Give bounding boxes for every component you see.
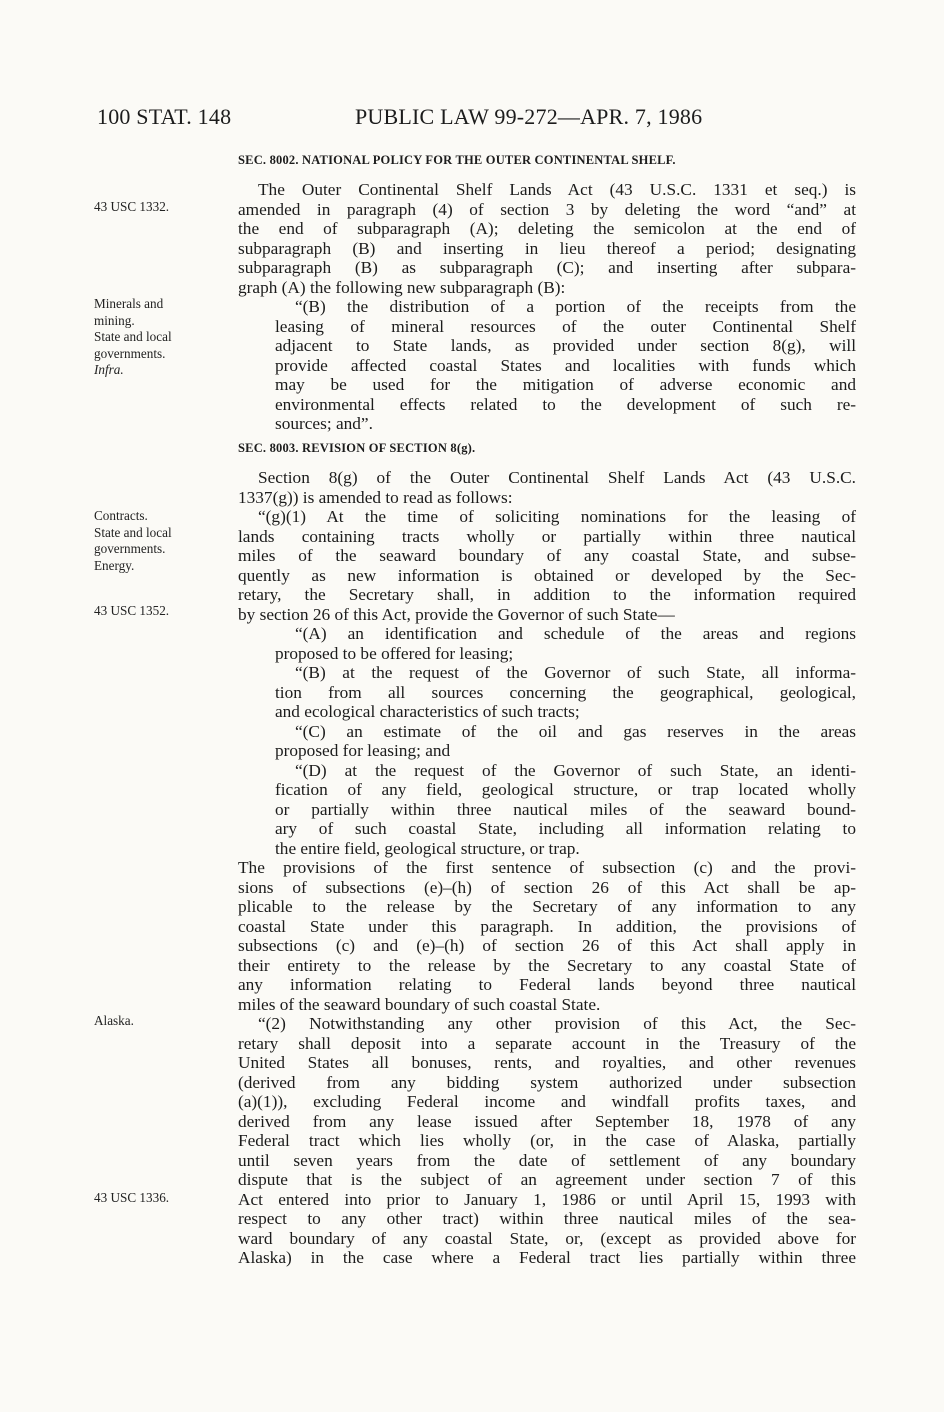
- text-line: subsections (c) and (e)–(h) of section 26 of this Act shall apply in: [238, 936, 856, 955]
- text-line: The provisions of the first sentence of subsection (c) and the provi-: [238, 858, 856, 877]
- text-line: 1337(g)) is amended to read as follows:: [238, 487, 513, 507]
- text-line: may be used for the mitigation of adverse economic and: [275, 375, 856, 394]
- page-citation: 100 STAT. 148: [97, 104, 232, 129]
- text-line: graph (A) the following new subparagraph (B):: [238, 277, 566, 297]
- text-line: respect to any other tract) within three nautical miles of the sea-: [238, 1209, 856, 1228]
- section-heading-8003: SEC. 8003. REVISION OF SECTION 8(g).: [238, 441, 476, 455]
- page-title: PUBLIC LAW 99-272—APR. 7, 1986: [355, 104, 703, 129]
- text-line: the end of subparagraph (A); deleting the semicolon at the end of: [238, 219, 856, 238]
- text-line: provide affected coastal States and localities with funds which: [275, 355, 856, 375]
- text-line: by section 26 of this Act, provide the Governor of such State—: [238, 604, 675, 624]
- text-line: and ecological characteristics of such tracts;: [275, 702, 580, 721]
- text-line: sions of subsections (e)–(h) of section 26 of this Act shall be ap-: [238, 877, 856, 897]
- text-line: “(2) Notwithstanding any other provision of this Act, the Sec-: [258, 1014, 856, 1033]
- text-line: “(B) the distribution of a portion of the receipts from the: [295, 297, 856, 316]
- text-line: subparagraph (B) and inserting in lieu thereof a period; designating: [238, 238, 856, 258]
- text-line: Act entered into prior to January 1, 1986 or until April 15, 1993 with: [238, 1189, 856, 1209]
- text-line: retary, the Secretary shall, in addition to the information required: [238, 585, 856, 604]
- text-line: (a)(1)), excluding Federal income and windfall profits taxes, and: [238, 1092, 856, 1111]
- text-line: “(A) an identification and schedule of the areas and regions: [295, 624, 856, 643]
- text-line: proposed for leasing; and: [275, 741, 451, 760]
- text-line: miles of the seaward boundary of such coastal State.: [238, 994, 601, 1014]
- margin-note-minerals: Minerals and mining. State and local governments. Infra.: [94, 296, 172, 377]
- text-line: environmental effects related to the development of such re-: [275, 394, 856, 414]
- text-line: “(D) at the request of the Governor of such State, an identi-: [295, 760, 856, 780]
- text-line: “(C) an estimate of the oil and gas reserves in the areas: [295, 721, 856, 741]
- text-line: (derived from any bidding system authorized under subsection: [238, 1072, 856, 1092]
- text-line: Federal tract which lies wholly (or, in the case of Alaska, partially: [238, 1131, 856, 1150]
- text-line: “(g)(1) At the time of soliciting nominations for the leasing of: [258, 507, 856, 526]
- section-heading-8002: SEC. 8002. NATIONAL POLICY FOR THE OUTER CONTINENTAL SHELF.: [238, 153, 676, 167]
- text-line: their entirety to the release by the Secretary to any coastal State of: [238, 955, 856, 975]
- text-line: retary shall deposit into a separate account in the Treasury of the: [238, 1033, 856, 1053]
- text-line: The Outer Continental Shelf Lands Act (43 U.S.C. 1331 et seq.) is: [258, 180, 856, 199]
- text-line: or partially within three nautical miles of the seaward bound-: [275, 799, 856, 819]
- margin-note-alaska: Alaska.: [94, 1013, 134, 1028]
- text-line: Alaska) in the case where a Federal tract lies partially within three: [238, 1248, 856, 1267]
- text-line: sources; and”.: [275, 414, 373, 433]
- text-line: fication of any field, geological structure, or trap located wholly: [275, 780, 856, 799]
- text-line: plicable to the release by the Secretary of any information to any: [238, 897, 856, 916]
- text-line: United States all bonuses, rents, and royalties, and other revenues: [238, 1053, 856, 1072]
- text-line: lands containing tracts wholly or partially within three nautical: [238, 526, 856, 546]
- text-line: amended in paragraph (4) of section 3 by deleting the word “and” at: [238, 199, 856, 219]
- text-line: leasing of mineral resources of the outer Continental Shelf: [275, 316, 856, 336]
- text-line: adjacent to State lands, as provided under section 8(g), will: [275, 336, 856, 355]
- text-line: proposed to be offered for leasing;: [275, 643, 514, 663]
- text-line: miles of the seaward boundary of any coastal State, and subse-: [238, 546, 856, 565]
- margin-note-usc-1352: 43 USC 1352.: [94, 603, 170, 618]
- text-line: tion from all sources concerning the geographical, geological,: [275, 682, 856, 702]
- text-line: dispute that is the subject of an agreement under section 7 of this: [238, 1170, 856, 1189]
- margin-note-usc-1332: 43 USC 1332.: [94, 199, 170, 214]
- text-line: derived from any lease issued after September 18, 1978 of any: [238, 1111, 856, 1131]
- text-line: quently as new information is obtained or developed by the Sec-: [238, 565, 856, 585]
- margin-note-usc-1336: 43 USC 1336.: [94, 1190, 170, 1205]
- text-line: ary of such coastal State, including all information relating to: [275, 819, 856, 838]
- text-line: until seven years from the date of settlement of any boundary: [238, 1150, 856, 1170]
- text-line: Section 8(g) of the Outer Continental Shelf Lands Act (43 U.S.C.: [258, 468, 856, 487]
- text-line: ward boundary of any coastal State, or, (except as provided above for: [238, 1228, 856, 1248]
- text-line: subparagraph (B) as subparagraph (C); and inserting after subpara-: [238, 258, 856, 277]
- margin-note-contracts: Contracts. State and local governments. Energy.: [94, 508, 172, 573]
- text-line: the entire field, geological structure, or trap.: [275, 838, 580, 858]
- text-line: coastal State under this paragraph. In addition, the provisions of: [238, 916, 856, 936]
- text-line: “(B) at the request of the Governor of such State, all informa-: [295, 663, 856, 682]
- text-line: any information relating to Federal lands beyond three nautical: [238, 975, 856, 994]
